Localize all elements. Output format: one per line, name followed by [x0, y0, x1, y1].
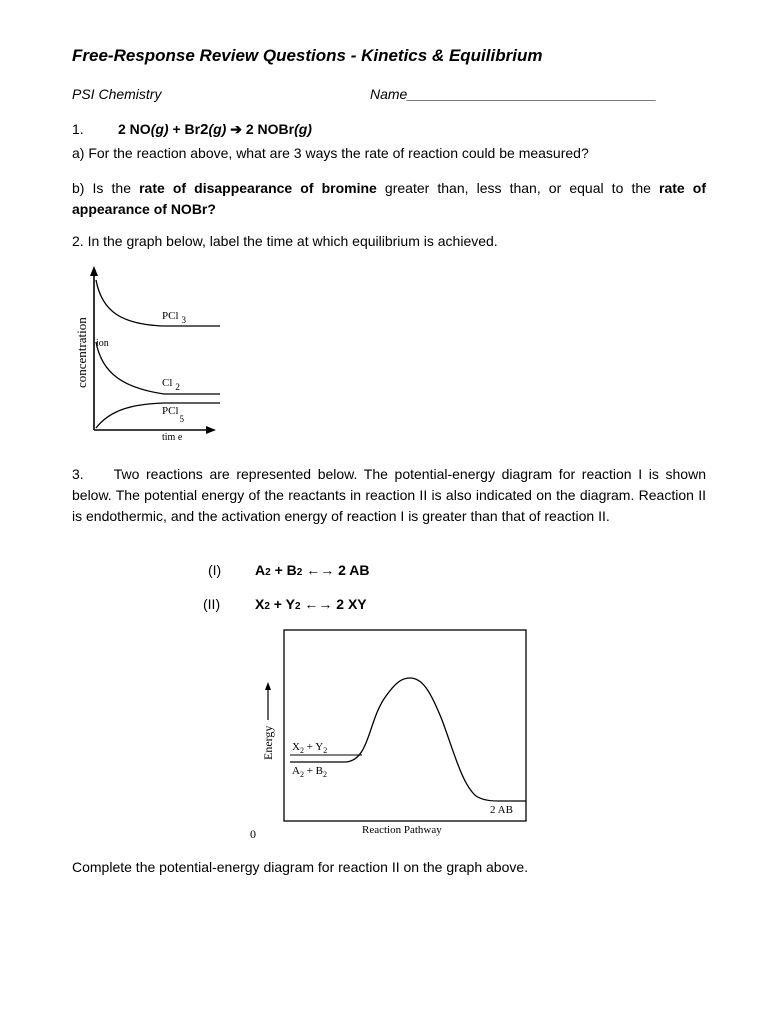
page-title: Free-Response Review Questions - Kinetics & Equilibrium	[72, 46, 543, 65]
name-field[interactable]	[370, 86, 657, 102]
energy-arrow-icon	[265, 682, 271, 690]
reaction2-label: (II)	[203, 596, 221, 612]
diagram-frame	[284, 630, 526, 821]
pcl3-curve	[96, 280, 220, 326]
q1-part-b: b) Is the rate of disappearance of bromine greater than, less than, or equal to the rate of appearance of NOBr?	[72, 180, 707, 217]
origin-label: 0	[250, 827, 256, 841]
q3-text: 3. Two reactions are represented below. The potential-energy diagram for reaction I is shown below. The potential energy of the reactants in reaction II is also indicated on the diagram. Reaction II is endothermic, and the activation energy of reaction I is greater than that of reaction II.	[72, 466, 706, 524]
course-name: PSI Chemistry	[72, 86, 162, 102]
concentration-time-graph	[72, 262, 232, 444]
q1-equation: 2 NO(g) + Br2(g) ➔ 2 NOBr(g)	[118, 121, 312, 138]
series-label-pcl5: PCl$_5$	[162, 405, 185, 424]
cl2-curve	[96, 342, 220, 394]
reaction-i-curve	[290, 678, 526, 801]
label-a2-b2: $A_2 + B_2$	[292, 765, 327, 779]
potential-energy-diagram[interactable]	[250, 624, 540, 846]
series-label-cl2: Cl $_2$	[162, 377, 180, 392]
label-2ab: 2 AB	[490, 804, 513, 816]
y-axis-label: concentration	[74, 317, 89, 388]
y-axis-arrow-icon	[90, 266, 98, 276]
pcl5-curve	[96, 403, 220, 428]
name-blank: ________________________________	[407, 86, 657, 102]
x-axis-arrow-icon	[206, 426, 216, 434]
q3-instruction: Complete the potential-energy diagram for reaction II on the graph above.	[72, 859, 529, 875]
label-x2-y2: $X_2 + Y_2$	[292, 741, 328, 755]
y-axis-label-fragment: ion	[96, 338, 109, 349]
energy-label: Energy	[261, 725, 275, 760]
reaction2-equation: X2 + Y2 ←→ 2 XY	[255, 596, 367, 612]
q1-number: 1.	[72, 121, 84, 137]
q2-text: 2. In the graph below, label the time at which equilibrium is achieved.	[72, 233, 498, 249]
name-label: Name	[370, 86, 408, 102]
reaction-pathway-label: Reaction Pathway	[362, 824, 442, 836]
reaction1-equation: A2 + B2 ←→ 2 AB	[255, 562, 370, 578]
reaction1-label: (I)	[208, 562, 222, 578]
q1-part-a: a) For the reaction above, what are 3 ways the rate of reaction could be measured?	[72, 145, 589, 161]
x-axis-label: tim e	[162, 432, 183, 443]
series-label-pcl3: PCl $_3$	[162, 310, 187, 325]
